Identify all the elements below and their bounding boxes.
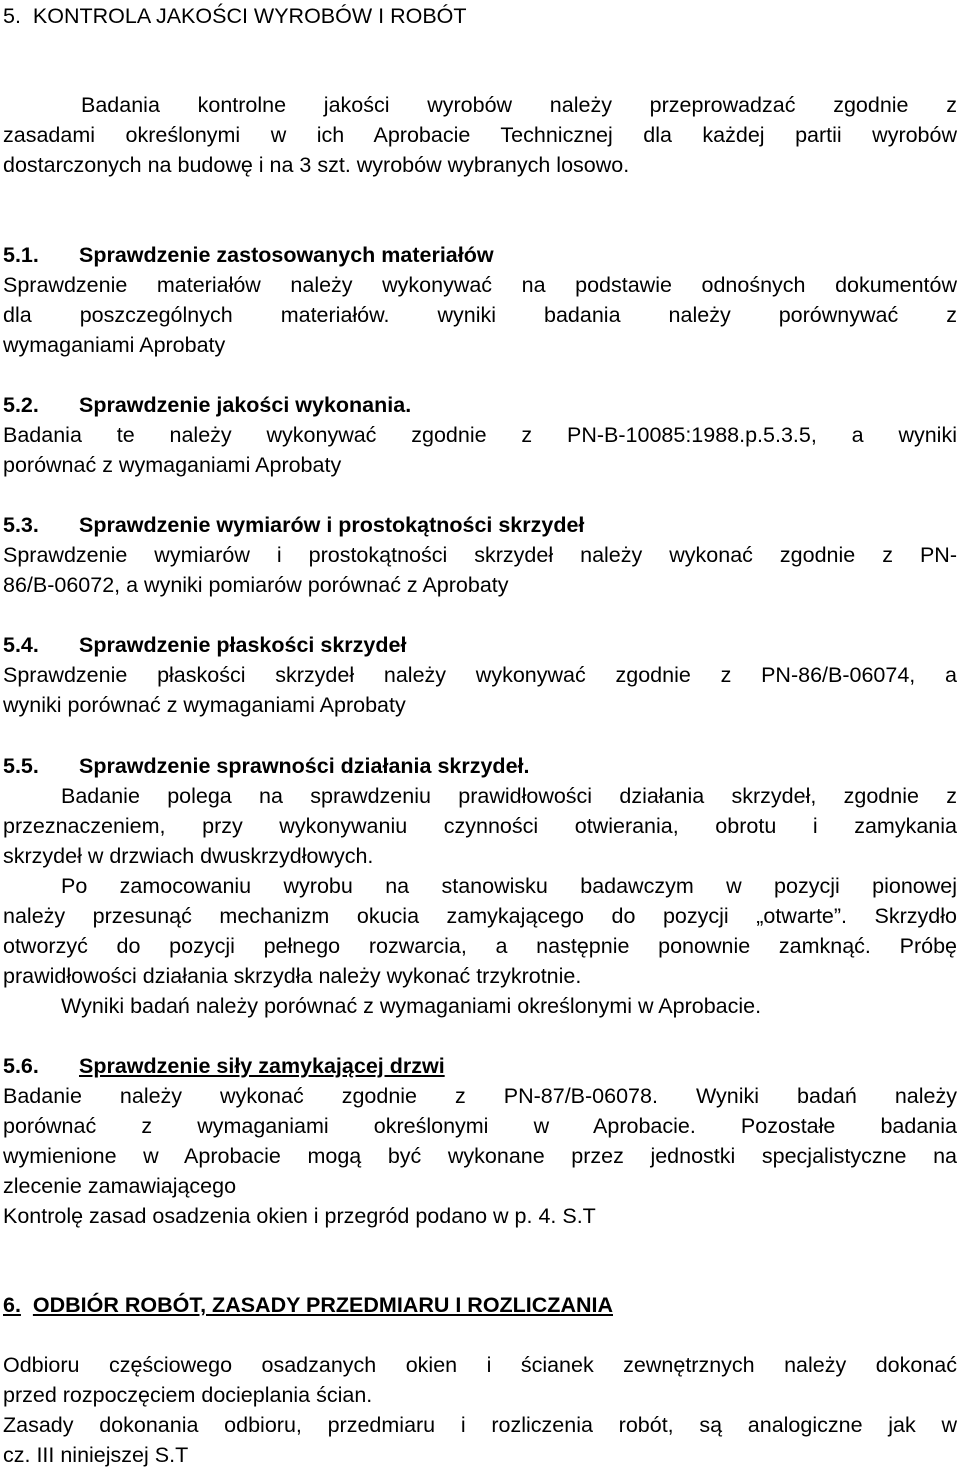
subsection-5-3-title: Sprawdzenie wymiarów i prostokątności skrzydeł <box>79 513 585 537</box>
section-5-number: 5. <box>3 4 21 28</box>
s56-line-3: wymienione w Aprobacie mogą być wykonane przez jednostki specjalistyczne na <box>3 1144 957 1168</box>
s6-line-1: Odbioru częściowego osadzanych okien i ścianek zewnętrznych należy dokonać <box>3 1353 957 1377</box>
subsection-5-6-number: 5.6. <box>3 1054 39 1078</box>
subsection-5-2-heading <box>3 392 957 418</box>
s56-line-1: Badanie należy wykonać zgodnie z PN-87/B-06078. Wyniki badań należy <box>3 1084 957 1108</box>
s52-line-1: Badania te należy wykonywać zgodnie z PN-B-10085:1988.p.5.3.5, a wyniki <box>3 423 957 447</box>
s56-line-4: zlecenie zamawiającego <box>3 1174 237 1198</box>
s55-line-5: należy przesunąć mechanizm okucia zamykającego do pozycji „otwarte”. Skrzydło <box>3 904 957 928</box>
subsection-5-1-number: 5.1. <box>3 243 39 267</box>
s6-line-4: cz. III niniejszej S.T <box>3 1443 189 1467</box>
s53-line-2: 86/B-06072, a wyniki pomiarów porównać z Aprobaty <box>3 573 509 597</box>
s55-line-8: Wyniki badań należy porównać z wymaganiami określonymi w Aprobacie. <box>61 994 762 1018</box>
s55-line-6: otworzyć do pozycji pełnego rozwarcia, a następnie ponownie zamknąć. Próbę <box>3 934 957 958</box>
s54-line-2: wyniki porównać z wymaganiami Aprobaty <box>3 693 406 717</box>
s55-line-3: skrzydeł w drzwiach dwuskrzydłowych. <box>3 844 374 868</box>
s55-line-1: Badanie polega na sprawdzeniu prawidłowości działania skrzydeł, zgodnie z <box>61 784 957 808</box>
section-5-heading <box>3 3 957 29</box>
s52-line-2: porównać z wymaganiami Aprobaty <box>3 453 342 477</box>
s51-line-3: wymaganiami Aprobaty <box>3 333 226 357</box>
s53-line-1: Sprawdzenie wymiarów i prostokątności skrzydeł należy wykonać zgodnie z PN- <box>3 543 957 567</box>
subsection-5-5-heading <box>3 753 957 779</box>
subsection-5-2-title: Sprawdzenie jakości wykonania. <box>79 393 412 417</box>
section-6-title: ODBIÓR ROBÓT, ZASADY PRZEDMIARU I ROZLICZANIA <box>32 1293 613 1317</box>
s55-line-4: Po zamocowaniu wyrobu na stanowisku badawczym w pozycji pionowej <box>61 874 957 898</box>
intro-line-2: zasadami określonymi w ich Aprobacie Technicznej dla każdej partii wyrobów <box>3 123 957 147</box>
section-6-number: 6. <box>3 1293 21 1317</box>
subsection-5-5-number: 5.5. <box>3 754 39 778</box>
s55-line-7: prawidłowości działania skrzydła należy wykonać trzykrotnie. <box>3 964 582 988</box>
subsection-5-1-title: Sprawdzenie zastosowanych materiałów <box>79 243 494 267</box>
subsection-5-4-heading <box>3 632 957 658</box>
s6-line-2: przed rozpoczęciem docieplania ścian. <box>3 1383 373 1407</box>
s56-line-2: porównać z wymaganiami określonymi w Aprobacie. Pozostałe badania <box>3 1114 957 1138</box>
subsection-5-6-title: Sprawdzenie siły zamykającej drzwi <box>79 1054 445 1078</box>
section-5-title: KONTROLA JAKOŚCI WYROBÓW I ROBÓT <box>32 4 467 28</box>
section-6-heading <box>3 1292 957 1318</box>
subsection-5-1-heading <box>3 242 957 268</box>
subsection-5-3-heading <box>3 512 957 538</box>
s55-line-2: przeznaczeniem, przy wykonywaniu czynności otwierania, obrotu i zamykania <box>3 814 957 838</box>
intro-line-3: dostarczonych na budowę i na 3 szt. wyrobów wybranych losowo. <box>3 153 630 177</box>
s51-line-1: Sprawdzenie materiałów należy wykonywać na podstawie odnośnych dokumentów <box>3 273 957 297</box>
s51-line-2: dla poszczególnych materiałów. wyniki badania należy porównywać z <box>3 303 957 327</box>
s54-line-1: Sprawdzenie płaskości skrzydeł należy wykonywać zgodnie z PN-86/B-06074, a <box>3 663 957 687</box>
subsection-5-5-title: Sprawdzenie sprawności działania skrzydeł. <box>79 754 530 778</box>
subsection-5-3-number: 5.3. <box>3 513 39 537</box>
subsection-5-6-heading <box>3 1053 957 1079</box>
intro-line-1: Badania kontrolne jakości wyrobów należy przeprowadzać zgodnie z <box>81 93 957 117</box>
subsection-5-2-number: 5.2. <box>3 393 39 417</box>
s6-line-3: Zasady dokonania odbioru, przedmiaru i rozliczenia robót, są analogiczne jak w <box>3 1413 957 1437</box>
subsection-5-4-title: Sprawdzenie płaskości skrzydeł <box>79 633 407 657</box>
s56-line-5: Kontrolę zasad osadzenia okien i przegród podano w p. 4. S.T <box>3 1204 596 1228</box>
subsection-5-4-number: 5.4. <box>3 633 39 657</box>
